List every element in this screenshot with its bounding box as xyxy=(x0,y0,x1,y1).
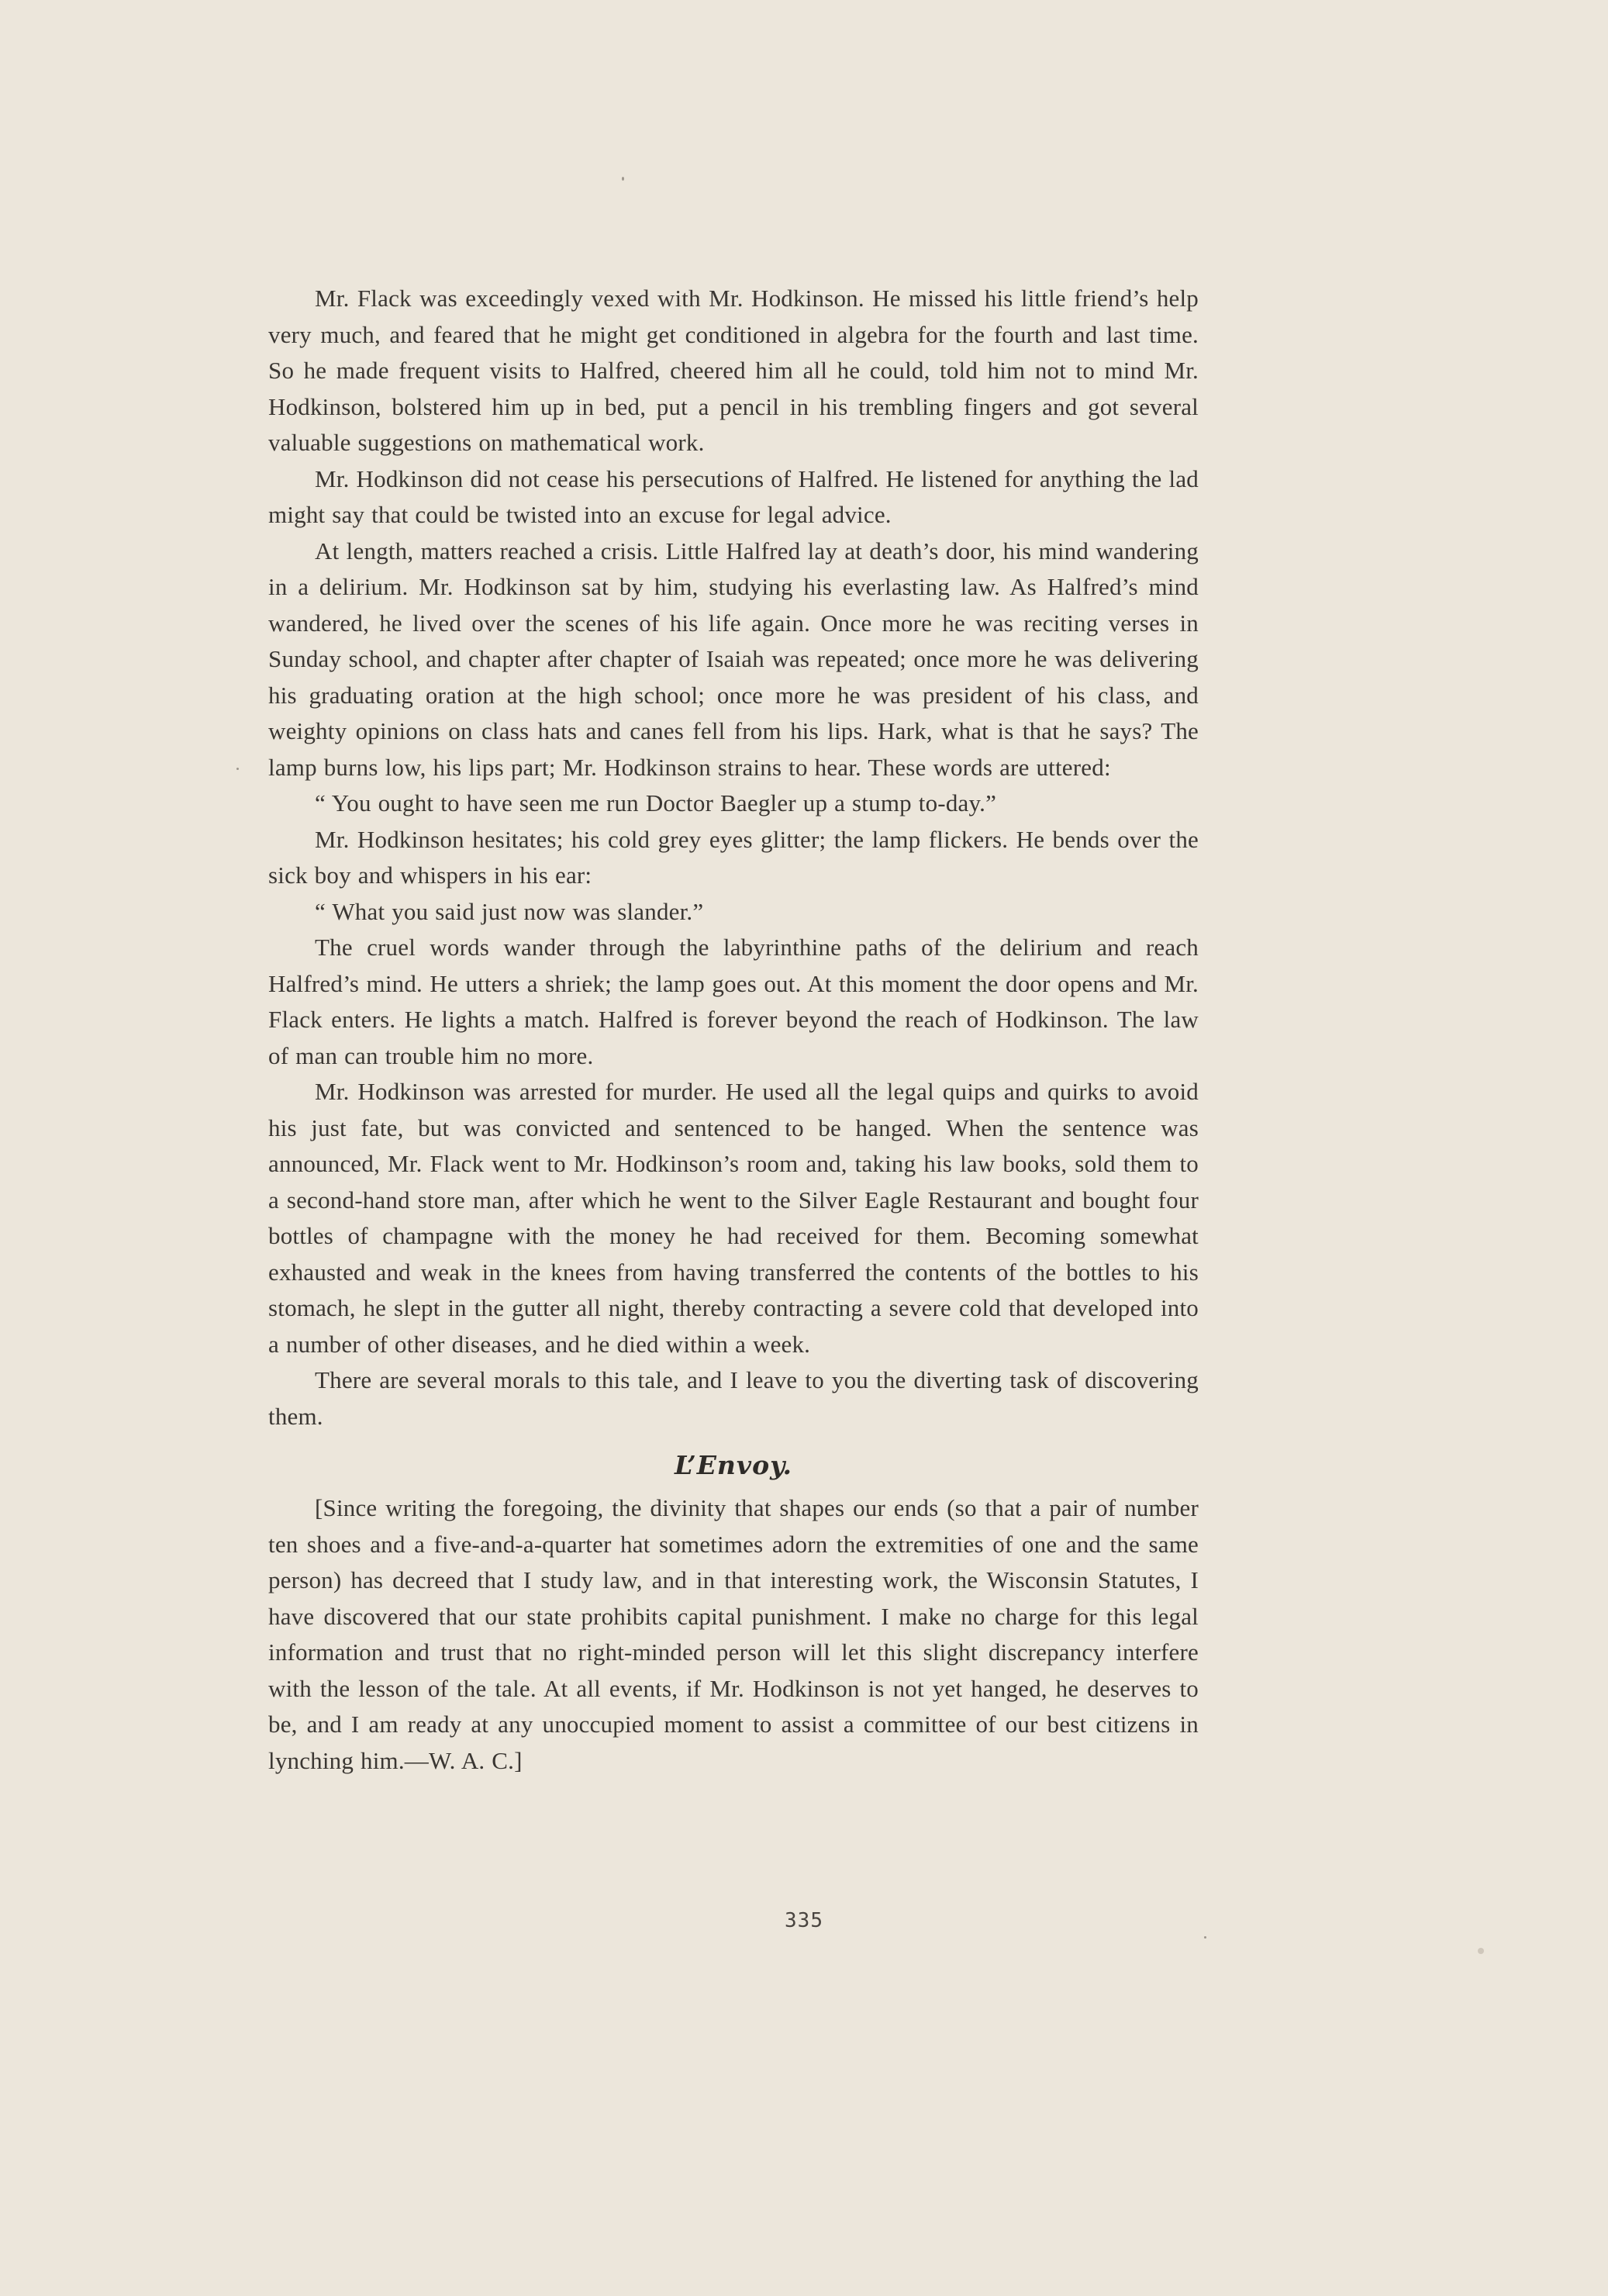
paper-speck xyxy=(622,177,624,181)
paper-speck xyxy=(1204,1936,1206,1939)
paper-speck xyxy=(236,768,239,770)
paper-speck xyxy=(1478,1948,1484,1954)
envoy-heading: L’Envoy. xyxy=(675,1450,792,1480)
quoted-line: “ You ought to have seen me run Doctor Baegler up a stump to-day.” xyxy=(315,789,997,817)
paragraph: At length, matters reached a crisis. Little Halfred lay at death’s door, his mind wandering in a delirium. Mr. Hodkinson sat by him, studying his everlasting law. As Halfred’s mind wandered, he lived over the scenes of his life again. Once more he was reciting verses in Sunday school, and chapter after chapter of Isaiah was repeated; once more he was delivering his graduating oration at the high school; once more he was president of his class, and weighty opinions on class hats and canes fell from his lips. Hark, what is that he says? The lamp burns low, his lips part; Mr. Hodkinson strains to hear. These words are uttered: xyxy=(268,537,1199,781)
envoy-paragraph: [Since writing the foregoing, the divinity that shapes our ends (so that a pair of number ten shoes and a five-and-a-quarter hat sometimes adorn the extremities of one and the same person) has decreed that I study law, and in that interesting work, the Wisconsin Statutes, I have discovered that our state prohibits capital punishment. I make no charge for this legal information and trust that no right-minded person will let this slight discrepancy interfere with the lesson of the tale. At all events, if Mr. Hodkinson is not yet hanged, he deserves to be, and I am ready at any unoccupied moment to assist a committee of our best citizens in lynching him.—W. A. C.] xyxy=(268,1494,1199,1774)
paragraph: Mr. Hodkinson was arrested for murder. He used all the legal quips and quirks to avoid his just fate, but was convicted and sentenced to be hanged. When the sentence was announced, Mr. Flack went to Mr. Hodkinson’s room and, taking his law books, sold them to a second-hand store man, after which he went to the Silver Eagle Restaurant and bought four bottles of champagne with the money he had received for them. Becoming somewhat exhausted and weak in the knees from having transferred the contents of the bottles to his stomach, he slept in the gutter all night, thereby contracting a severe cold that developed into a number of other diseases, and he died within a week. xyxy=(268,1078,1199,1358)
paragraph: Mr. Hodkinson hesitates; his cold grey eyes glitter; the lamp flickers. He bends over the sick boy and whispers in his ear: xyxy=(268,825,1199,889)
page-number: 335 xyxy=(785,1909,823,1932)
story-text xyxy=(268,281,1199,1779)
paragraph: There are several morals to this tale, and I leave to you the diverting task of discovering them. xyxy=(268,1366,1199,1430)
paragraph: The cruel words wander through the labyrinthine paths of the delirium and reach Halfred’s mind. He utters a shriek; the lamp goes out. At this moment the door opens and Mr. Flack enters. He lights a match. Halfred is forever beyond the reach of Hodkinson. The law of man can trouble him no more. xyxy=(268,934,1199,1069)
quoted-line: “ What you said just now was slander.” xyxy=(315,897,704,925)
paragraph: Mr. Flack was exceedingly vexed with Mr. Hodkinson. He missed his little friend’s help very much, and feared that he might get conditioned in algebra for the fourth and last time. So he made frequent visits to Halfred, cheered him all he could, told him not to mind Mr. Hodkinson, bolstered him up in bed, put a pencil in his trembling fingers and got several valuable suggestions on mathematical work. xyxy=(268,285,1199,456)
paragraph: Mr. Hodkinson did not cease his persecutions of Halfred. He listened for anything the lad might say that could be twisted into an excuse for legal advice. xyxy=(268,464,1199,528)
